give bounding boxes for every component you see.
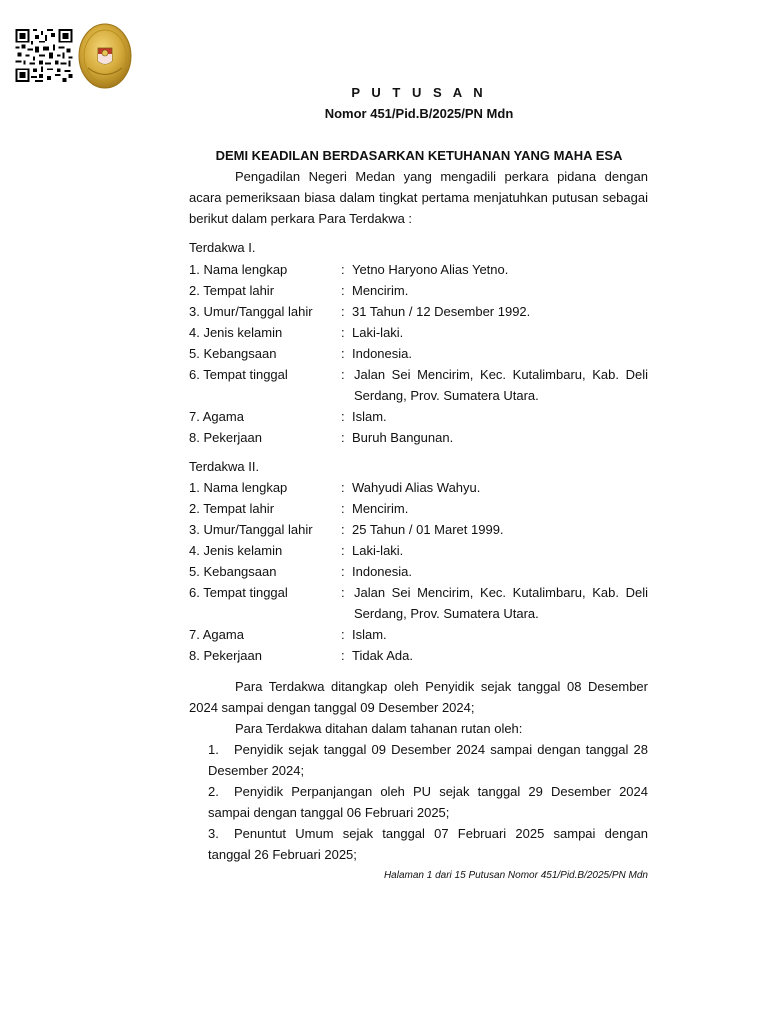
terdakwa-1-heading: Terdakwa I. xyxy=(189,240,256,255)
identity-value: Jalan Sei Mencirim, Kec. Kutalimbaru, Kab. Deli Serdang, Prov. Sumatera Utara. xyxy=(354,367,648,403)
identity-label: 2. Tempat lahir xyxy=(189,501,275,516)
identity-label: 8. Pekerjaan xyxy=(189,648,262,663)
intro-paragraph: Pengadilan Negeri Medan yang mengadili perkara pidana dengan acara pemeriksaan biasa dalam tingkat pertama menjatuhkan putusan sebagai berikut dalam perkara Para Terdakwa : xyxy=(189,169,648,226)
colon-separator: : xyxy=(341,283,345,298)
colon-separator: : xyxy=(341,409,345,424)
identity-value: Wahyudi Alias Wahyu. xyxy=(352,480,481,495)
tahanan-item: 3. Penuntut Umum sejak tanggal 07 Februari 2025 sampai dengan tanggal 26 Februari 2025; xyxy=(208,826,648,862)
document-number: Nomor 451/Pid.B/2025/PN Mdn xyxy=(324,106,514,121)
identity-value: Laki-laki. xyxy=(352,543,404,558)
identity-label: 7. Agama xyxy=(189,627,244,642)
identity-value: Laki-laki. xyxy=(352,325,404,340)
identity-label: 3. Umur/Tanggal lahir xyxy=(189,522,313,537)
identity-value: Indonesia. xyxy=(352,346,412,361)
identity-value: 25 Tahun / 01 Maret 1999. xyxy=(352,522,504,537)
colon-separator: : xyxy=(341,262,345,277)
identity-label: 6. Tempat tinggal xyxy=(189,585,288,600)
colon-separator: : xyxy=(341,564,345,579)
identity-value: 31 Tahun / 12 Desember 1992. xyxy=(352,304,531,319)
terdakwa-2-heading: Terdakwa II. xyxy=(189,459,260,474)
identity-value: Buruh Bangunan. xyxy=(352,430,454,445)
identity-label: 7. Agama xyxy=(189,409,244,424)
colon-separator: : xyxy=(341,304,345,319)
identity-value: Yetno Haryono Alias Yetno. xyxy=(352,262,509,277)
tahanan-item: 2. Penyidik Perpanjangan oleh PU sejak tanggal 29 Desember 2024 sampai dengan tanggal 06 Februari 2025; xyxy=(208,784,648,820)
identity-label: 4. Jenis kelamin xyxy=(189,543,283,558)
qr-code-icon xyxy=(15,29,73,82)
identity-label: 5. Kebangsaan xyxy=(189,346,277,361)
identity-label: 3. Umur/Tanggal lahir xyxy=(189,304,313,319)
page-footer: Halaman 1 dari 15 Putusan Nomor 451/Pid.B/2025/PN Mdn xyxy=(383,870,648,881)
identity-value: Islam. xyxy=(352,409,387,424)
tahanan-item: 1. Penyidik sejak tanggal 09 Desember 2024 sampai dengan tanggal 28 Desember 2024; xyxy=(208,742,648,778)
identity-label: 1. Nama lengkap xyxy=(189,480,288,495)
colon-separator: : xyxy=(341,522,345,537)
identity-label: 1. Nama lengkap xyxy=(189,262,288,277)
colon-separator: : xyxy=(341,480,345,495)
irah-irah-heading: DEMI KEADILAN BERDASARKAN KETUHANAN YANG MAHA ESA xyxy=(215,148,623,163)
colon-separator: : xyxy=(341,627,345,642)
colon-separator: : xyxy=(341,325,345,340)
identity-label: 6. Tempat tinggal xyxy=(189,367,288,382)
colon-separator: : xyxy=(341,367,345,382)
identity-value: Mencirim. xyxy=(352,501,409,516)
document-title: P U T U S A N xyxy=(351,85,487,100)
colon-separator: : xyxy=(341,648,345,663)
identity-value: Islam. xyxy=(352,627,387,642)
colon-separator: : xyxy=(341,501,345,516)
identity-value: Tidak Ada. xyxy=(352,648,413,663)
court-seal-logo xyxy=(78,23,132,89)
colon-separator: : xyxy=(341,585,345,600)
colon-separator: : xyxy=(341,346,345,361)
identity-label: 5. Kebangsaan xyxy=(189,564,277,579)
colon-separator: : xyxy=(341,543,345,558)
identity-value: Mencirim. xyxy=(352,283,409,298)
colon-separator: : xyxy=(341,430,345,445)
ditangkap-paragraph: Para Terdakwa ditangkap oleh Penyidik sejak tanggal 08 Desember 2024 sampai dengan tanggal 09 Desember 2024; xyxy=(189,679,648,715)
identity-label: 4. Jenis kelamin xyxy=(189,325,283,340)
identity-label: 2. Tempat lahir xyxy=(189,283,275,298)
ditahan-paragraph: Para Terdakwa ditahan dalam tahanan rutan oleh: xyxy=(235,721,523,736)
identity-value: Jalan Sei Mencirim, Kec. Kutalimbaru, Kab. Deli Serdang, Prov. Sumatera Utara. xyxy=(354,585,648,621)
identity-value: Indonesia. xyxy=(352,564,412,579)
identity-label: 8. Pekerjaan xyxy=(189,430,262,445)
